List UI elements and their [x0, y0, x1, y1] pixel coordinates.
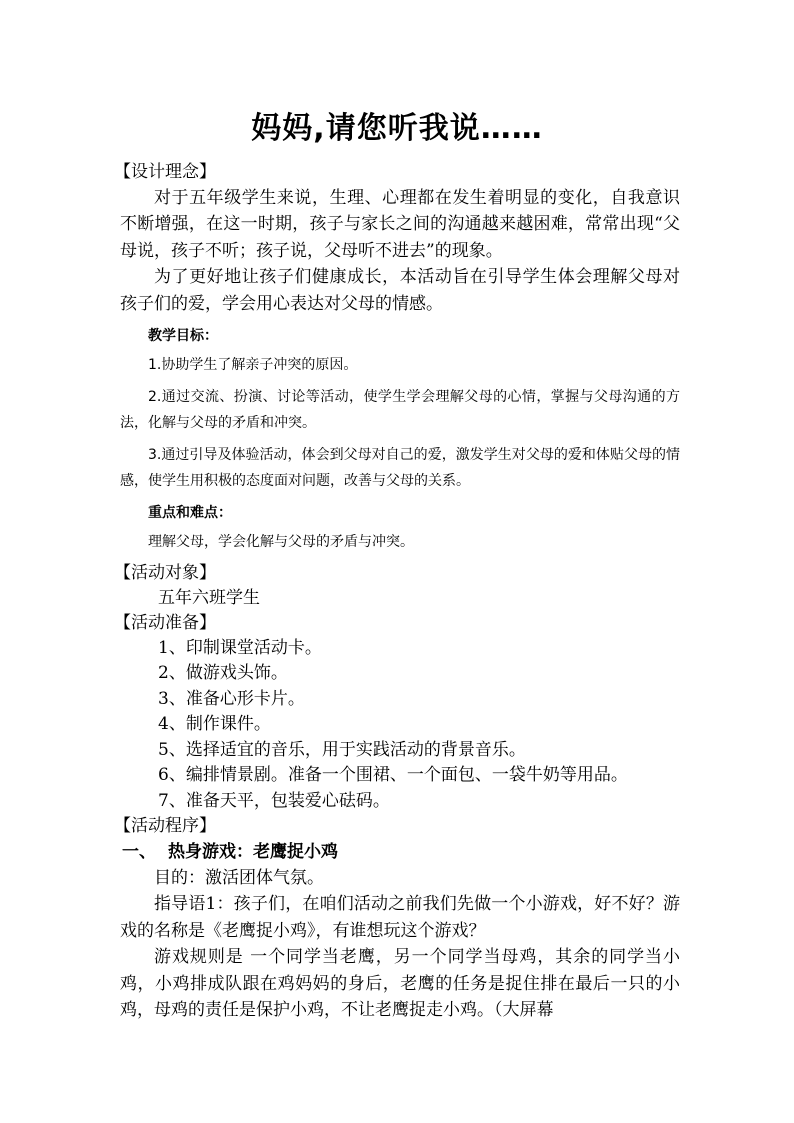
subheading-keypoints: 重点和难点：: [148, 505, 232, 521]
goal-item: 1.协助学生了解亲子冲突的原因。: [148, 357, 358, 373]
guide-text: 指导语1：孩子们，在咱们活动之前我们先做一个小游戏，好不好？游戏的名称是《老鹰捉小鸡》，有谁想玩这个游戏？: [120, 894, 680, 941]
prep-item: 7、准备天平，包装爱心砝码。: [158, 790, 390, 811]
prep-item: 2、做游戏头饰。: [158, 663, 288, 683]
prep-item: 3、准备心形卡片。: [158, 688, 305, 709]
paragraph: 对于五年级学生来说，生理、心理都在发生着明显的变化，自我意识不断增强，在这一时期，孩子与家长之间的沟通越来越困难，常常出现“父母说，孩子不听；孩子说，父母听不进去”的现象。: [120, 187, 680, 261]
step-heading: [122, 839, 680, 865]
prep-item: 5、选择适宜的音乐，用于实践活动的背景音乐。: [158, 739, 526, 760]
prep-item: 6、编排情景剧。准备一个围裙、一个面包、一袋牛奶等用品。: [158, 765, 628, 785]
section-heading-target: 【活动对象】: [114, 563, 216, 583]
prep-item: 1、印制课堂活动卡。: [158, 637, 322, 658]
document-title: 妈妈,请您听我说……: [251, 111, 543, 146]
step-title: 热身游戏：老鹰捉小鸡: [168, 841, 338, 862]
goal-item: 2.通过交流、扮演、讨论等活动，使学生学会理解父母的心情，掌握与父母沟通的方法，化解与父母的矛盾和冲突。: [120, 389, 680, 431]
document-body: [114, 160, 680, 1024]
subheading-goals: 教学目标：: [148, 328, 218, 344]
goal-item: 3.通过引导及体验活动，体会到父母对自己的爱，激发学生对父母的爱和体贴父母的情感，使学生用积极的态度面对问题，改善与父母的关系。: [120, 447, 680, 489]
purpose-text: 目的：激活团体气氛。: [154, 867, 324, 888]
paragraph: 为了更好地让孩子们健康成长，本活动旨在引导学生体会理解父母对孩子们的爱，学会用心表达对父母的情感。: [120, 267, 680, 314]
rules-text: 游戏规则是 一个同学当老鹰，另一个同学当母鸡，其余的同学当小鸡，小鸡排成队跟在鸡妈妈的身后，老鹰的任务是捉住排在最后一只的小鸡，母鸡的责任是保护小鸡，不让老鹰捉走小鸡。（大屏幕: [120, 947, 680, 1020]
section-heading-prep: 【活动准备】: [114, 613, 216, 633]
keypoints-text: 理解父母，学会化解与父母的矛盾与冲突。: [148, 534, 414, 550]
step-number: 一、: [122, 841, 156, 862]
prep-item: 4、制作课件。: [158, 714, 271, 734]
section-heading-procedure: 【活动程序】: [114, 816, 216, 836]
section-heading-design: 【设计理念】: [114, 162, 216, 182]
target-text: 五年六班学生: [158, 587, 260, 608]
